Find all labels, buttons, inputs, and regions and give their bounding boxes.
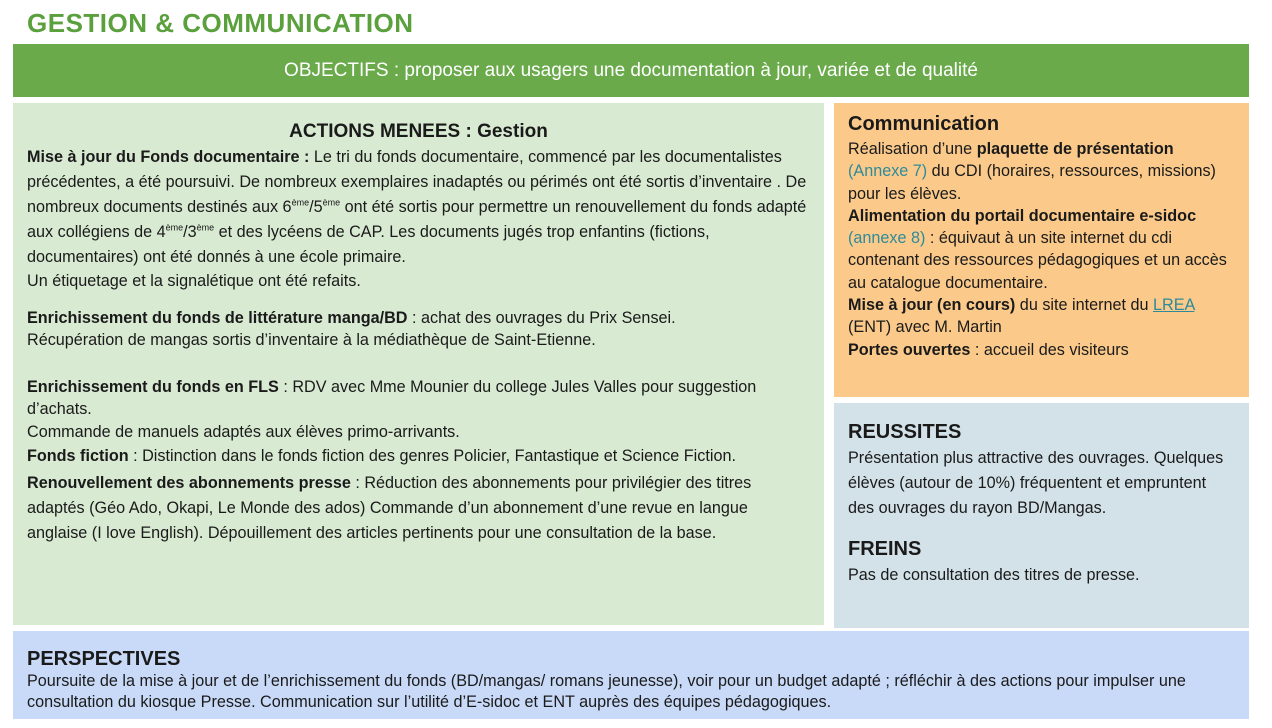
comm-portes-label: Portes ouvertes (848, 340, 971, 359)
fls-line2: Commande de manuels adaptés aux élèves primo-arrivants. (27, 422, 460, 441)
etiquetage-line: Un étiquetage et la signalétique ont été refaits. (27, 272, 361, 290)
comm-plaquette (848, 138, 1235, 205)
freins-heading: FREINS (848, 538, 922, 560)
lrea-link[interactable]: LREA (1153, 296, 1195, 315)
comm-esidoc-text: : équivaut à un site internet du cdi contenant des ressources pédagogiques et un accès au catalogue documentaire. (848, 229, 1227, 292)
perspectives-heading: PERSPECTIVES (27, 648, 181, 670)
presse-text: : Réduction des abonnements pour privilégier des titres adaptés (Géo Ado, Okapi, Le Monde des ados) Commande d’un abonnement d’une revue en langue anglaise (I love English). Dépouillement des articles pertinents pour une consultation de la base. (27, 473, 752, 542)
fonds-text-b: /5 (309, 198, 323, 216)
comm-miseajour (848, 294, 1235, 339)
comm-esidoc (848, 205, 1235, 294)
actions-paragraph-manga (27, 307, 810, 330)
comm-plaquette-text: Réalisation d’une (848, 140, 977, 158)
fonds-text-e: et des lycéens de CAP. Les documents jugés trop enfantins (fictions, documentaires) ont été donnés à une école primaire. (27, 223, 710, 266)
fiction-label: Fonds fiction (27, 446, 129, 465)
comm-plaquette-text-b: du CDI (horaires, ressources, missions) pour les élèves. (848, 162, 1216, 203)
comm-esidoc-label: Alimentation du portail documentaire e-sidoc (848, 206, 1197, 225)
objectifs-banner (13, 44, 1249, 97)
sup-4: ème (196, 222, 215, 233)
objectifs-text: OBJECTIFS : proposer aux usagers une documentation à jour, variée et de qualité (284, 59, 978, 81)
actions-paragraph-fiction (27, 444, 810, 469)
manga-text: : achat des ouvrages du Prix Sensei. (407, 308, 676, 327)
fls-text: : RDV avec Mme Mounier du college Jules Valles pour suggestion d’achats. (27, 377, 757, 419)
page-title: GESTION & COMMUNICATION (27, 8, 414, 38)
freins-text: Pas de consultation des titres de presse. (848, 566, 1140, 584)
fonds-text-c: ont été sortis pour permettre un renouvellement du fonds adapté aux collégiens de 4 (27, 198, 807, 241)
perspectives-panel (13, 631, 1249, 719)
fonds-text-d: /3 (183, 223, 197, 241)
fls-label: Enrichissement du fonds en FLS (27, 377, 279, 396)
annexe-7-link[interactable]: (Annexe 7) (848, 162, 928, 181)
actions-paragraph-fls (27, 376, 810, 421)
fiction-text: : Distinction dans le fonds fiction des genres Policier, Fantastique et Science Fiction. (128, 446, 736, 465)
reussites-text: Présentation plus attractive des ouvrages. Quelques élèves (autour de 10%) fréquentent et empruntent des ouvrages du rayon BD/Mangas. (848, 449, 1224, 517)
comm-portes-text: : accueil des visiteurs (970, 340, 1129, 359)
comm-miseajour-label: Mise à jour (en cours) (848, 296, 1016, 315)
annexe-8-link[interactable]: (annexe 8) (848, 229, 926, 248)
manga-label: Enrichissement du fonds de littérature manga/BD (27, 308, 408, 327)
sup-2: ème (322, 197, 341, 208)
actions-paragraph-presse (27, 471, 810, 546)
comm-portes (848, 339, 1235, 361)
sup-1: ème (291, 197, 310, 208)
communication-panel (834, 103, 1249, 397)
actions-paragraph-fonds (27, 145, 810, 270)
fonds-text-a: Le tri du fonds documentaire, commencé par les documentalistes précédentes, a été poursuivi. De nombreux exemplaires inadaptés ou périmés ont été sortis d’inventaire . De nombreux documents destinés aux 6 (27, 148, 807, 216)
manga-line2: Récupération de mangas sortis d’inventaire à la médiathèque de Saint-Etienne. (27, 331, 596, 350)
actions-heading: ACTIONS MENEES : Gestion (289, 121, 548, 142)
perspectives-text: Poursuite de la mise à jour et de l’enrichissement du fonds (BD/mangas/ romans jeunesse), voir pour un budget adapté ; réfléchir à des actions pour impulser une consultation du kiosque Presse. Communication sur l’utilité d’E-sidoc et ENT auprès des équipes pédagogiques. (27, 672, 1186, 711)
comm-miseajour-text-a: du site internet du (1015, 296, 1153, 315)
actions-panel (13, 103, 824, 625)
reussites-heading: REUSSITES (848, 421, 962, 443)
presse-label: Renouvellement des abonnements presse (27, 473, 351, 492)
comm-miseajour-text-b: (ENT) avec M. Martin (848, 318, 1002, 337)
fonds-label: Mise à jour du Fonds documentaire : (27, 148, 310, 166)
communication-heading: Communication (848, 113, 1000, 135)
sup-3: ème (165, 222, 184, 233)
reussites-freins-panel (834, 403, 1249, 628)
comm-plaquette-label: plaquette de présentation (976, 140, 1174, 158)
